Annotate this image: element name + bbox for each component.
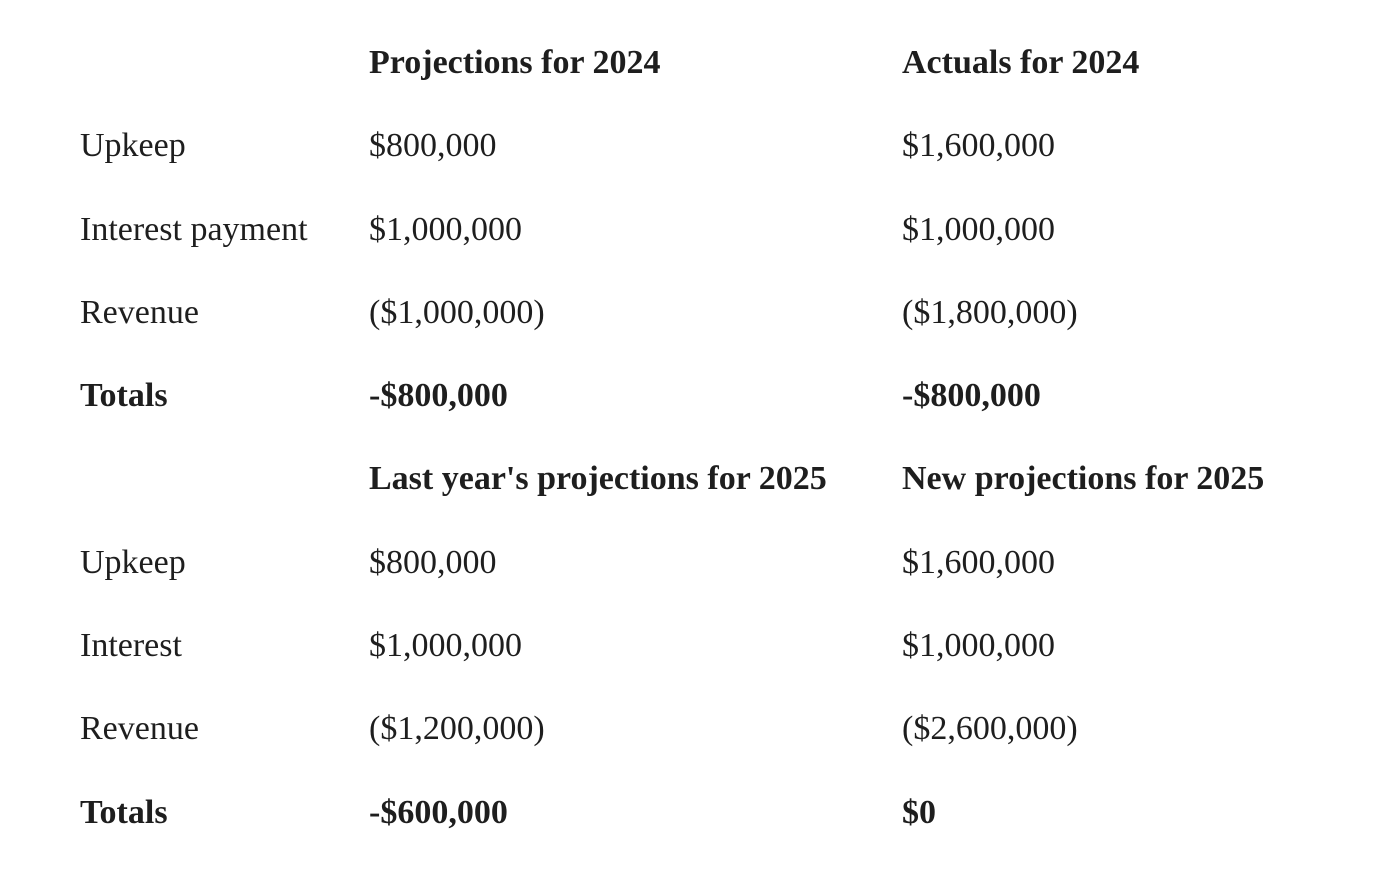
row-value: $1,000,000 [369, 627, 522, 665]
totals-value: $0 [902, 793, 936, 831]
header-cell-new-projections-2025: New projections for 2025 [902, 460, 1265, 498]
table-row [80, 105, 1360, 188]
header-cell-actuals-2024: Actuals for 2024 [902, 44, 1140, 81]
row-label: Revenue [80, 710, 199, 748]
row-label: Interest payment [80, 210, 308, 248]
row-label: Upkeep [80, 127, 186, 165]
row-value: ($2,600,000) [902, 710, 1078, 748]
totals-value: -$800,000 [902, 377, 1041, 415]
row-value: $800,000 [369, 127, 497, 165]
row-value: $1,600,000 [902, 127, 1055, 165]
totals-label: Totals [80, 377, 168, 415]
row-value: $1,000,000 [902, 210, 1055, 248]
row-value: $1,000,000 [369, 210, 522, 248]
row-label: Interest [80, 627, 182, 665]
table-row [80, 189, 1360, 272]
row-label: Revenue [80, 293, 199, 331]
totals-row [80, 355, 1360, 438]
totals-row [80, 772, 1360, 855]
header-row [80, 438, 1360, 521]
table-row [80, 272, 1360, 355]
totals-label: Totals [80, 793, 168, 831]
row-label: Upkeep [80, 543, 186, 581]
row-value: ($1,200,000) [369, 710, 545, 748]
row-value: ($1,000,000) [369, 293, 545, 331]
financial-table [80, 22, 1360, 855]
table-row [80, 605, 1360, 688]
row-value: $1,000,000 [902, 627, 1055, 665]
row-value: ($1,800,000) [902, 293, 1078, 331]
totals-value: -$600,000 [369, 793, 508, 831]
table-row [80, 522, 1360, 605]
header-row [80, 22, 1360, 105]
row-value: $800,000 [369, 543, 497, 581]
header-cell-last-year-projections-2025: Last year's projections for 2025 [369, 460, 827, 498]
row-value: $1,600,000 [902, 543, 1055, 581]
header-cell-projections-2024: Projections for 2024 [369, 44, 661, 81]
totals-value: -$800,000 [369, 377, 508, 415]
table-row [80, 688, 1360, 771]
